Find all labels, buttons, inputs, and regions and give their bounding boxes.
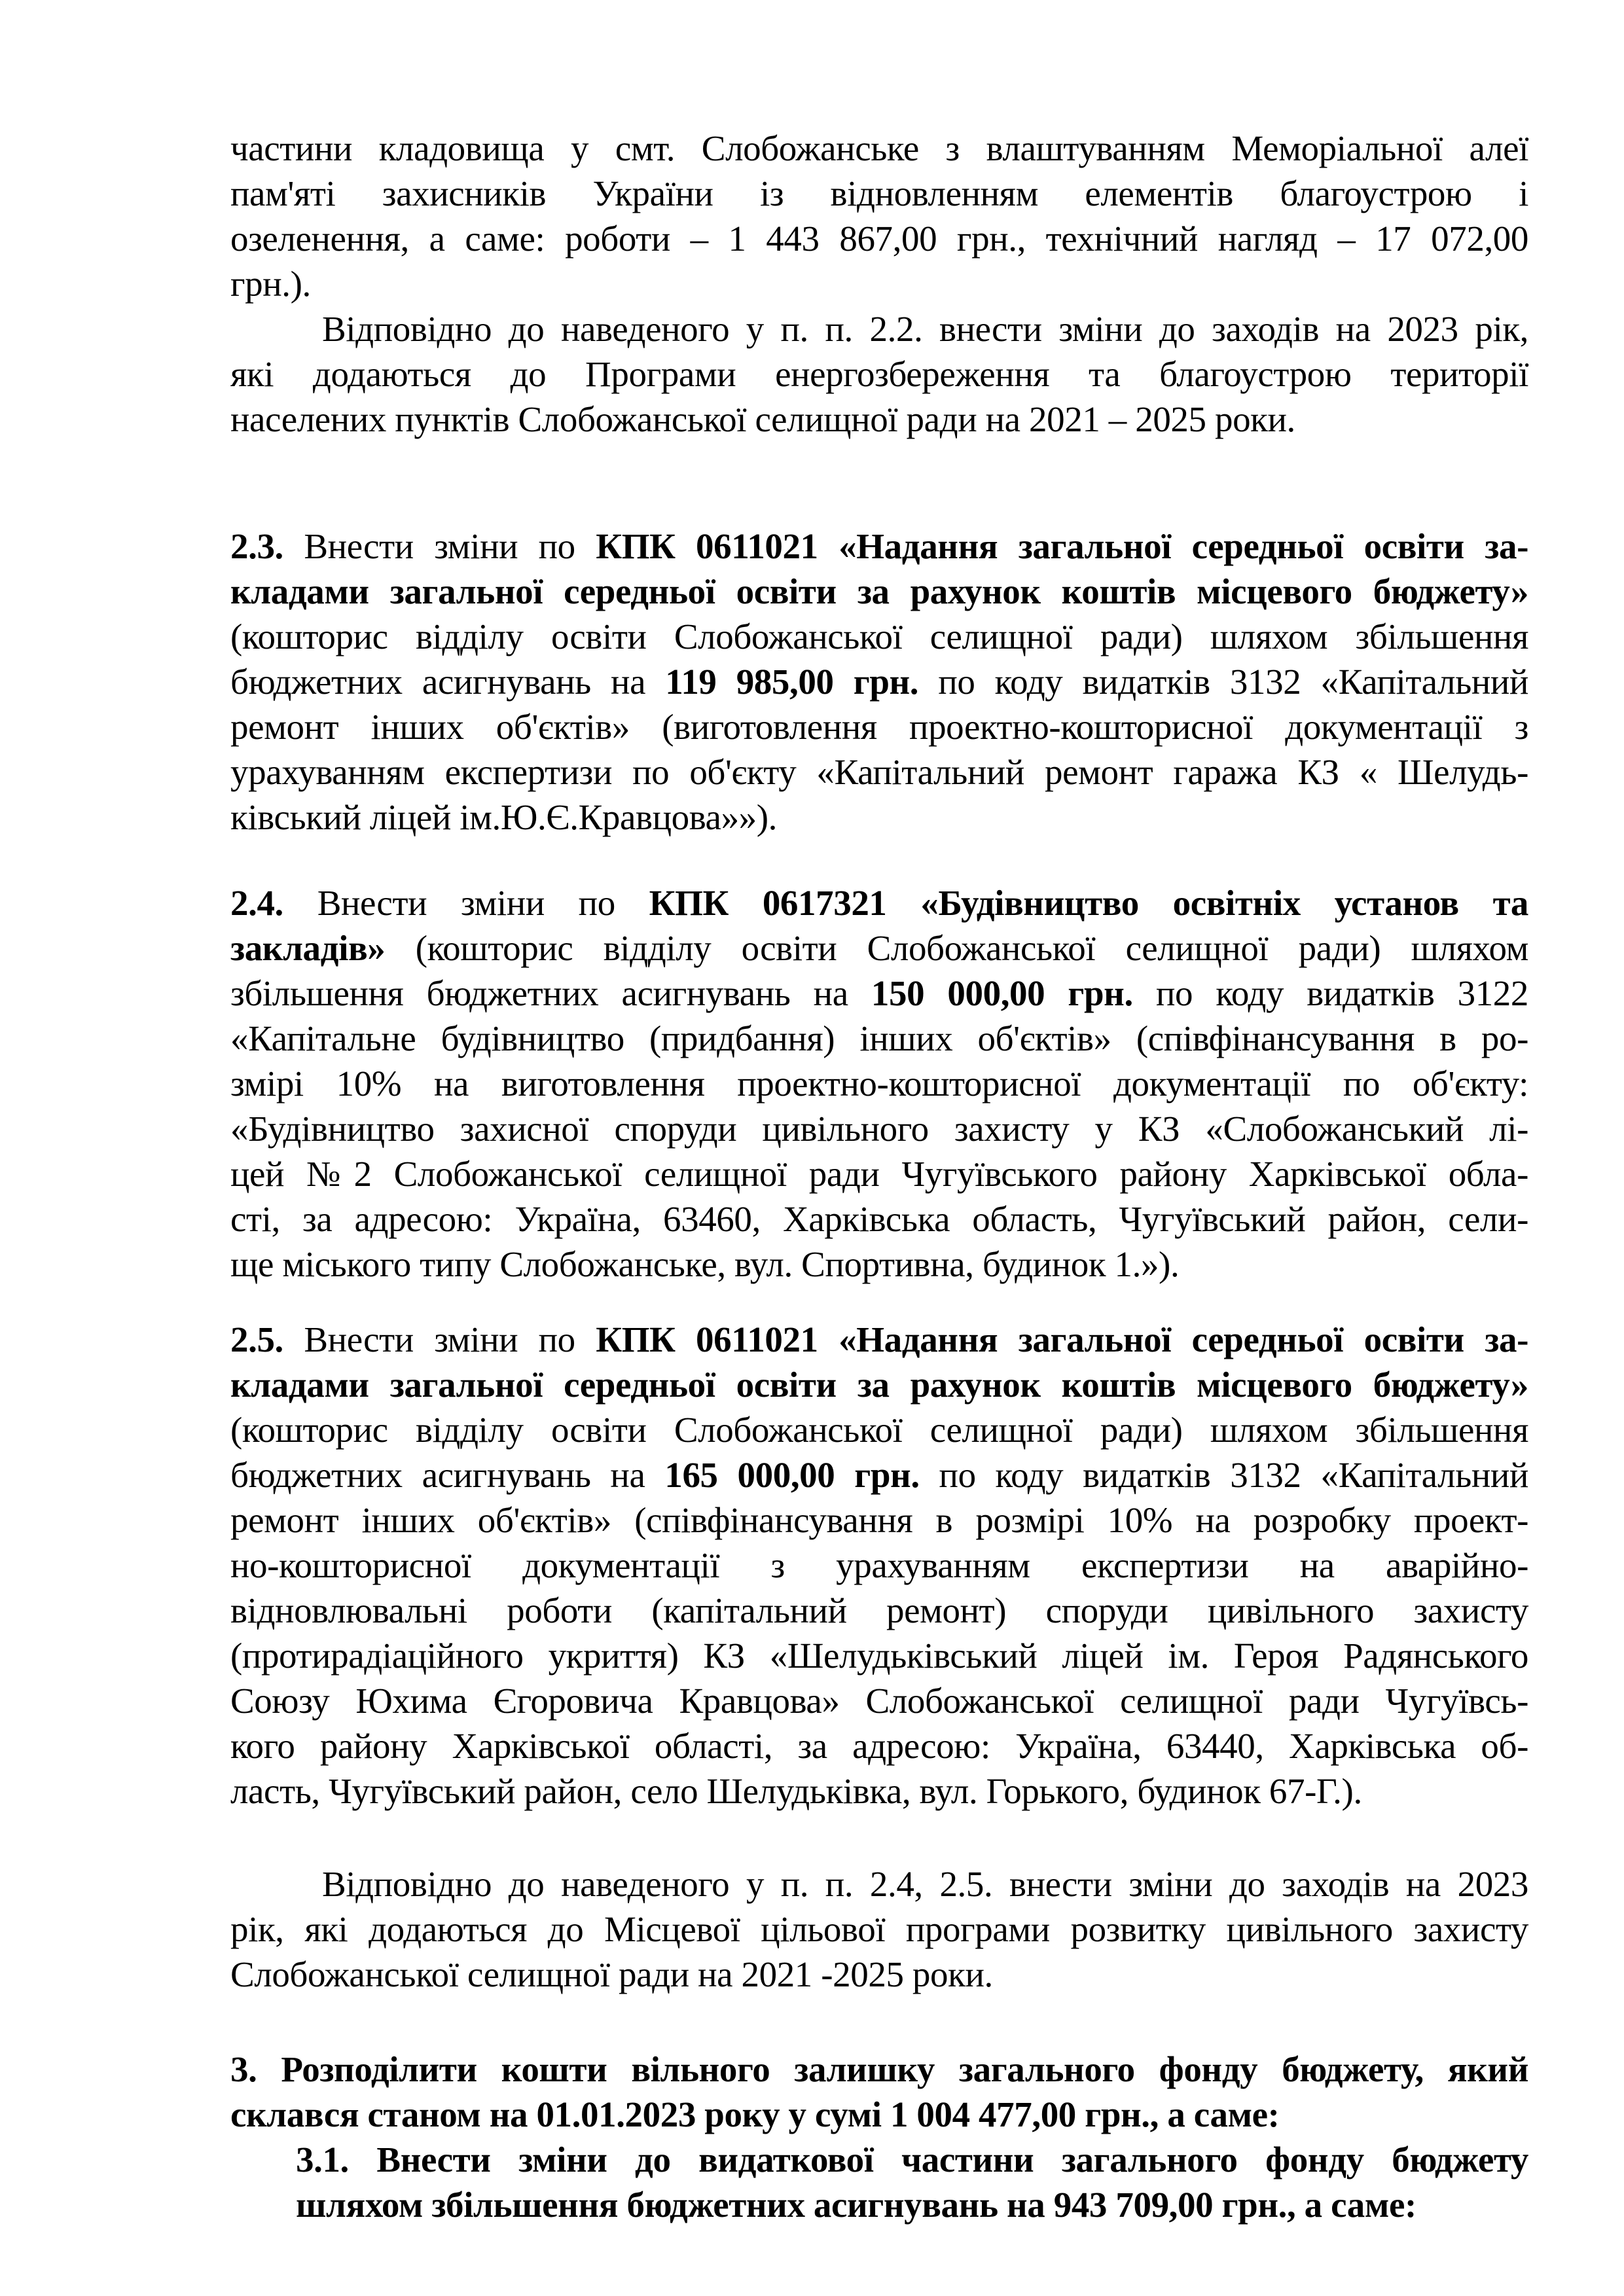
- bold-text-run: 2.4.: [230, 883, 283, 923]
- bold-text-run: 150 000,00 грн.: [871, 973, 1133, 1013]
- text-run: частини кладовища у смт. Слобожанське з влаштуванням Меморіальної алеї: [230, 128, 1528, 168]
- paragraph-ref-2-2: [230, 306, 1528, 442]
- text-line: [230, 1588, 1528, 1633]
- text-run: які додаються до Програми енергозбереження та благоустрою території: [230, 354, 1528, 394]
- text-run: ремонт інших об'єктів» (виготовлення проектно-кошторисної документації з: [230, 707, 1528, 747]
- text-run: бюджетних асигнувань на: [230, 662, 666, 702]
- text-line: [230, 659, 1528, 704]
- text-run: бюджетних асигнувань на: [230, 1455, 665, 1495]
- document-text: [230, 126, 1528, 2227]
- text-run: Союзу Юхима Єгоровича Кравцова» Слобожанської селищної ради Чугуївсь-: [230, 1681, 1528, 1721]
- text-run: Слобожанської селищної ради на 2021 -2025 роки.: [230, 1954, 993, 1994]
- text-line: [230, 216, 1528, 261]
- text-run: рік, які додаються до Місцевої цільової програми розвитку цивільного захисту: [230, 1909, 1528, 1949]
- bold-text-run: склався станом на 01.01.2023 року у сумі 1 004 477,00 грн., а саме:: [230, 2094, 1280, 2134]
- bold-text-run: шляхом збільшення бюджетних асигнувань на 943 709,00 грн., а саме:: [296, 2185, 1416, 2225]
- text-run: Внести зміни по: [283, 883, 649, 923]
- text-run: озеленення, а саме: роботи – 1 443 867,00 грн., технічний нагляд – 17 072,00: [230, 219, 1528, 259]
- clause-2-5: [230, 1317, 1528, 1814]
- text-line: [230, 126, 1528, 171]
- text-line: [230, 925, 1528, 971]
- text-line: [230, 1861, 1528, 1907]
- text-line: [230, 704, 1528, 749]
- text-run: по коду видатків 3122: [1132, 973, 1528, 1013]
- text-line: [230, 524, 1528, 569]
- clause-3: [230, 2047, 1528, 2137]
- text-line: [230, 971, 1528, 1016]
- text-line: [230, 1452, 1528, 1498]
- text-line: [230, 1723, 1528, 1768]
- text-line: [230, 351, 1528, 397]
- text-line: [230, 2047, 1528, 2092]
- bold-text-run: 3.1. Внести зміни до видаткової частини загального фонду бюджету: [296, 2140, 1528, 2179]
- text-line: [230, 1362, 1528, 1407]
- text-line: [230, 1633, 1528, 1678]
- text-run: Відповідно до наведеного у п. п. 2.2. внести зміни до заходів на 2023 рік,: [322, 309, 1528, 349]
- text-line: [230, 1317, 1528, 1362]
- bold-text-run: КПК 0611021 «Надання загальної середньої освіти за-: [596, 1319, 1528, 1359]
- text-run: «Капітальне будівництво (придбання) інших об'єктів» (співфінансування в ро-: [230, 1018, 1528, 1058]
- bold-text-run: 119 985,00 грн.: [665, 662, 919, 702]
- text-run: збільшення бюджетних асигнувань на: [230, 973, 871, 1013]
- text-run: населених пунктів Слобожанської селищної ради на 2021 – 2025 роки.: [230, 399, 1295, 439]
- text-run: урахуванням експертизи по об'єкту «Капітальний ремонт гаража КЗ « Шелудь-: [230, 752, 1528, 792]
- text-run: Внести зміни по: [283, 526, 596, 566]
- text-line: [230, 2092, 1528, 2137]
- text-line: [230, 1952, 1528, 1997]
- bold-text-run: закладів»: [230, 928, 386, 968]
- text-line: [230, 171, 1528, 216]
- text-run: (кошторис відділу освіти Слобожанської селищної ради) шляхом збільшення: [230, 617, 1528, 656]
- text-line: [230, 749, 1528, 795]
- text-run: ківський ліцей ім.Ю.Є.Кравцова»»).: [230, 797, 778, 837]
- text-line: [230, 1061, 1528, 1106]
- text-run: змірі 10% на виготовлення проектно-кошторисної документації по об'єкту:: [230, 1064, 1528, 1103]
- text-line: [296, 2182, 1528, 2227]
- text-line: [230, 795, 1528, 840]
- paragraph-ref-2-4-2-5: [230, 1861, 1528, 1997]
- text-run: Відповідно до наведеного у п. п. 2.4, 2.5. внести зміни до заходів на 2023: [322, 1864, 1528, 1904]
- bold-text-run: 2.3.: [230, 526, 283, 566]
- text-line: [230, 306, 1528, 351]
- text-line: [230, 1196, 1528, 1242]
- text-line: [230, 1907, 1528, 1952]
- text-line: [296, 2137, 1528, 2182]
- bold-text-run: кладами загальної середньої освіти за рахунок коштів місцевого бюджету»: [230, 1365, 1528, 1405]
- text-run: сті, за адресою: Україна, 63460, Харківська область, Чугуївський район, сели-: [230, 1199, 1528, 1239]
- text-line: [230, 1498, 1528, 1543]
- text-run: но-кошторисної документації з урахуванням експертизи на аварійно-: [230, 1545, 1528, 1585]
- text-line: [230, 1242, 1528, 1287]
- text-run: кого району Харківської області, за адресою: Україна, 63440, Харківська об-: [230, 1726, 1528, 1766]
- bold-text-run: КПК 0611021 «Надання загальної середньої освіти за-: [596, 526, 1528, 566]
- text-run: ремонт інших об'єктів» (співфінансування в розмірі 10% на розробку проект-: [230, 1500, 1528, 1540]
- text-line: [230, 880, 1528, 925]
- clause-3-1: [296, 2137, 1528, 2227]
- text-run: (кошторис відділу освіти Слобожанської селищної ради) шляхом збільшення: [230, 1410, 1528, 1450]
- clause-2-3: [230, 524, 1528, 840]
- text-run: по коду видатків 3132 «Капітальний: [919, 1455, 1528, 1495]
- text-run: грн.).: [230, 264, 311, 304]
- text-line: [230, 1768, 1528, 1814]
- text-line: [230, 1543, 1528, 1588]
- text-run: ласть, Чугуївський район, село Шелудьківка, вул. Горького, будинок 67-Г.).: [230, 1771, 1362, 1811]
- text-run: «Будівництво захисної споруди цивільного захисту у КЗ «Слобожанський лі-: [230, 1109, 1528, 1149]
- text-run: цей №2 Слобожанської селищної ради Чугуївського району Харківської обла-: [230, 1154, 1528, 1194]
- bold-text-run: 2.5.: [230, 1319, 283, 1359]
- text-line: [230, 397, 1528, 442]
- bold-text-run: 3. Розподілити кошти вільного залишку загального фонду бюджету, який: [230, 2049, 1528, 2089]
- text-run: ще міського типу Слобожанське, вул. Спортивна, будинок 1.»).: [230, 1244, 1180, 1284]
- text-line: [230, 569, 1528, 614]
- text-run: Внести зміни по: [283, 1319, 596, 1359]
- clause-2-4: [230, 880, 1528, 1287]
- text-line: [230, 261, 1528, 306]
- text-run: (протирадіаційного укриття) КЗ «Шелудьківський ліцей ім. Героя Радянського: [230, 1636, 1528, 1676]
- text-line: [230, 1678, 1528, 1723]
- paragraph-intro-continuation: [230, 126, 1528, 306]
- text-line: [230, 1016, 1528, 1061]
- text-line: [230, 1151, 1528, 1196]
- text-run: (кошторис відділу освіти Слобожанської селищної ради) шляхом: [385, 928, 1528, 968]
- bold-text-run: 165 000,00 грн.: [664, 1455, 920, 1495]
- text-run: пам'яті захисників України із відновленням елементів благоустрою і: [230, 173, 1528, 213]
- text-line: [230, 1407, 1528, 1452]
- bold-text-run: кладами загальної середньої освіти за рахунок коштів місцевого бюджету»: [230, 571, 1528, 611]
- bold-text-run: КПК 0617321 «Будівництво освітніх установ та: [649, 883, 1528, 923]
- text-run: по коду видатків 3132 «Капітальний: [918, 662, 1528, 702]
- text-line: [230, 614, 1528, 659]
- text-line: [230, 1106, 1528, 1151]
- text-run: відновлювальні роботи (капітальний ремонт) споруди цивільного захисту: [230, 1590, 1528, 1630]
